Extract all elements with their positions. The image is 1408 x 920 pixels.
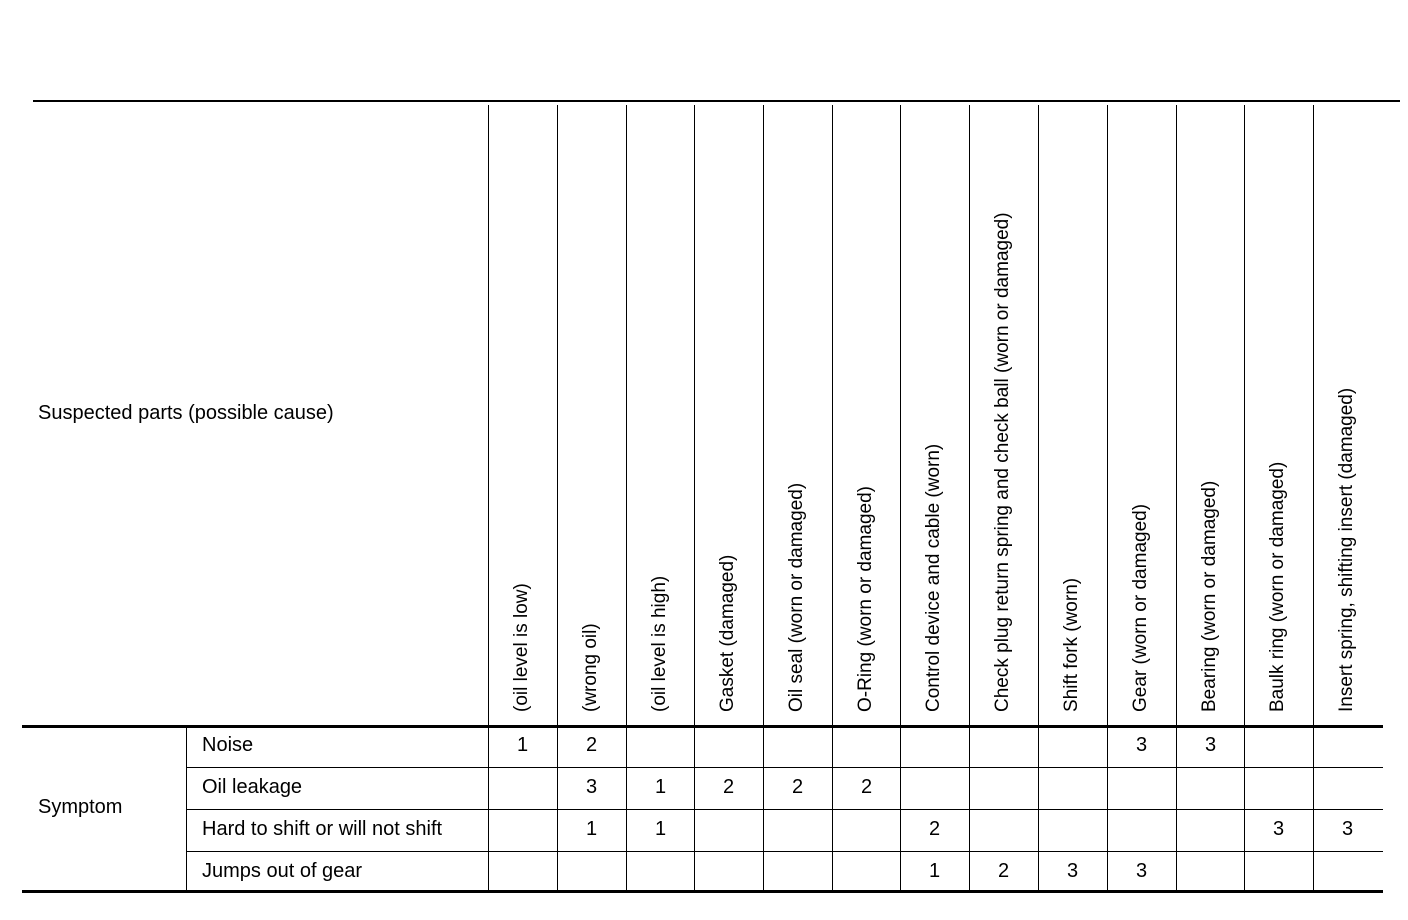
cell-value: 2	[928, 818, 941, 840]
column-divider	[1313, 105, 1314, 891]
cell-value: 1	[928, 860, 941, 882]
row-separator	[187, 809, 1383, 810]
column-divider	[900, 105, 901, 891]
symptom-name: Hard to shift or will not shift	[202, 818, 443, 840]
row-separator	[187, 767, 1383, 768]
column-divider	[1176, 105, 1177, 891]
cell-value: 2	[722, 776, 735, 798]
column-header: (oil level is high)	[649, 575, 670, 712]
column-header: Control device and cable (worn)	[923, 443, 944, 712]
symptom-name: Noise	[202, 734, 254, 756]
column-divider	[626, 105, 627, 891]
cell-value: 2	[997, 860, 1010, 882]
symptom-name: Oil leakage	[202, 776, 303, 798]
top-rule	[33, 100, 1400, 102]
column-header: Gasket (damaged)	[717, 554, 738, 712]
cell-value: 1	[585, 818, 598, 840]
column-header: Insert spring, shifting insert (damaged)	[1336, 387, 1357, 712]
cell-value: 3	[1066, 860, 1079, 882]
column-divider	[763, 105, 764, 891]
cell-value: 2	[791, 776, 804, 798]
header-label: Suspected parts (possible cause)	[38, 402, 334, 424]
cell-value: 3	[1204, 734, 1217, 756]
column-divider	[694, 105, 695, 891]
symptom-name: Jumps out of gear	[202, 860, 363, 882]
cell-value: 3	[1135, 734, 1148, 756]
column-header: Bearing (worn or damaged)	[1199, 480, 1220, 712]
column-divider	[969, 105, 970, 891]
column-header: Gear (worn or damaged)	[1130, 503, 1151, 712]
cell-value: 3	[1341, 818, 1354, 840]
cell-value: 1	[654, 818, 667, 840]
column-header: Shift fork (worn)	[1061, 577, 1082, 712]
column-header: O-Ring (worn or damaged)	[855, 486, 876, 712]
column-header: Baulk ring (worn or damaged)	[1267, 461, 1288, 712]
cell-value: 3	[1272, 818, 1285, 840]
column-header: (wrong oil)	[580, 623, 601, 712]
row-separator	[187, 851, 1383, 852]
column-divider	[488, 105, 489, 891]
cell-value: 2	[585, 734, 598, 756]
column-header: Check plug return spring and check ball (worn or damaged)	[992, 212, 1013, 712]
column-divider	[1038, 105, 1039, 891]
column-divider	[832, 105, 833, 891]
cell-value: 1	[654, 776, 667, 798]
cell-value: 1	[516, 734, 529, 756]
cell-value: 2	[860, 776, 873, 798]
column-divider	[1107, 105, 1108, 891]
bottom-rule	[22, 890, 1383, 893]
column-header: (oil level is low)	[511, 583, 532, 712]
column-header: Oil seal (worn or damaged)	[786, 482, 807, 712]
symptom-divider	[186, 727, 187, 891]
cell-value: 3	[1135, 860, 1148, 882]
symptom-label: Symptom	[38, 796, 123, 818]
cell-value: 3	[585, 776, 598, 798]
header-rule	[22, 725, 1383, 728]
column-divider	[557, 105, 558, 891]
column-divider	[1244, 105, 1245, 891]
